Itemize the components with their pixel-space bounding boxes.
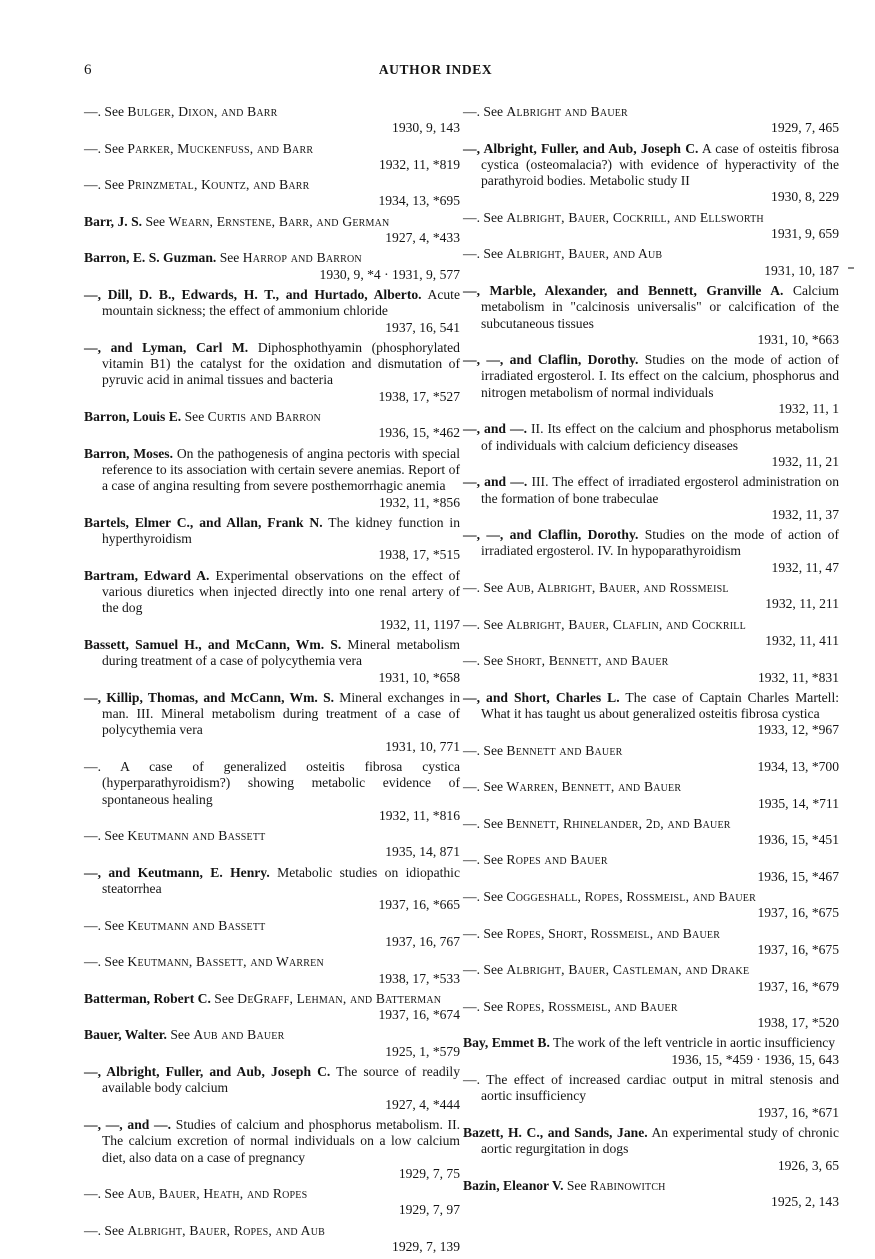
entry-text: —. See — [84, 828, 128, 844]
index-entry — [463, 617, 839, 650]
index-entry — [463, 889, 839, 922]
entry-text: See — [142, 213, 169, 229]
index-entry — [84, 1064, 460, 1113]
index-entry — [84, 340, 460, 405]
entry-text: —. See — [463, 104, 507, 119]
margin-mark — [848, 267, 854, 269]
entry-text: —. See — [463, 998, 507, 1014]
entry-text: —. See — [463, 815, 507, 831]
right-column — [463, 104, 839, 1214]
index-entry — [84, 865, 460, 914]
entry-text: Experimental observations on the effect of various diuretics when injected directly into one renal artery of the dog — [102, 567, 460, 616]
index-entry — [84, 828, 460, 861]
author-name: —, Albright, Fuller, and Aub, Joseph C. — [463, 140, 699, 156]
index-entry — [84, 1117, 460, 1182]
author-name: Bauer, Walter. — [84, 1027, 167, 1043]
volume-reference: 1932, 11, 21 — [771, 453, 839, 469]
entry-text: —. See — [463, 742, 507, 758]
volume-reference: 1927, 4, *444 — [385, 1096, 460, 1112]
entry-text: Mineral exchanges in man. III. Mineral metabolism during treatment of a case of polycythemia vera — [102, 689, 461, 738]
entry-text: —. See — [463, 889, 507, 905]
entry-text: On the pathogenesis of angina pectoris with special reference to its association with certain severe anemias. Report of a case of angina resulting from severe posthemorrhagic anemia — [102, 445, 460, 494]
cross-reference-names: Prinzmetal, Kountz, and Barr — [127, 177, 310, 193]
entry-text: Mineral metabolism during treatment of a case of polycythemia vera — [102, 636, 461, 669]
cross-reference-names: Albright, Bauer, and Aub — [506, 246, 663, 262]
cross-reference-names: Rabinowitch — [589, 1177, 666, 1193]
cross-reference-names: Keutmann, Bassett, and Warren — [127, 954, 324, 970]
entry-text: Studies of calcium and phosphorus metabolism. II. The calcium excretion of normal individuals on a low calcium diet, also data on a case of pregnancy — [102, 1116, 461, 1165]
index-entry — [463, 246, 839, 279]
entry-text: —. See — [463, 925, 507, 941]
index-entry — [84, 141, 460, 174]
entry-text: —. See — [463, 580, 507, 596]
volume-reference: 1936, 15, *459 · 1936, 15, 643 — [671, 1051, 839, 1067]
volume-reference: 1938, 17, *520 — [757, 1015, 839, 1031]
entry-text: —. A case of generalized osteitis fibrosa cystica (hyperparathyroidism?) showing metabolic evidence of spontaneous healing — [84, 758, 460, 807]
entry-text: Studies on the mode of action of irradiated ergosterol. I. Its effect on the calcium, phosphorus and nitrogen metabolism of normal individuals — [481, 352, 839, 400]
volume-reference: 1935, 14, *711 — [757, 795, 839, 811]
index-entry — [463, 690, 839, 739]
entry-text: —. See — [84, 917, 128, 933]
author-name: —, Marble, Alexander, and Bennett, Granville A. — [463, 282, 784, 298]
left-column — [84, 104, 460, 1259]
entry-text: Metabolic studies on idiopathic steatorrhea — [102, 864, 460, 897]
index-entry — [84, 918, 460, 951]
index-entry — [463, 580, 839, 613]
page-number: 6 — [84, 62, 92, 78]
index-entry — [463, 1178, 839, 1211]
index-entry — [463, 852, 839, 885]
volume-reference: 1931, 10, 771 — [385, 738, 460, 754]
index-entry — [463, 816, 839, 849]
volume-reference: 1925, 2, 143 — [771, 1194, 839, 1210]
author-name: —, Killip, Thomas, and McCann, Wm. S. — [84, 689, 335, 705]
index-entry — [463, 141, 839, 206]
volume-reference: 1930, 9, *4 · 1931, 9, 577 — [319, 266, 460, 282]
entry-text: The work of the left ventricle in aortic insufficiency — [549, 1035, 836, 1051]
index-entry — [84, 515, 460, 564]
volume-reference: 1931, 10, 187 — [764, 262, 839, 278]
volume-reference: 1936, 15, *467 — [757, 868, 839, 884]
volume-reference: 1932, 11, *816 — [378, 807, 460, 823]
index-entry — [84, 409, 460, 442]
entry-text: See — [210, 990, 238, 1006]
cross-reference-names: Harrop and Barron — [242, 250, 362, 266]
volume-reference: 1927, 4, *433 — [385, 230, 460, 246]
cross-reference-names: Aub, Albright, Bauer, and Rossmeisl — [506, 580, 729, 596]
volume-reference: 1932, 11, *856 — [378, 494, 460, 510]
entry-text: The source of readily available body calcium — [102, 1064, 460, 1096]
entry-text: —. See — [463, 852, 507, 868]
index-entry — [463, 653, 839, 686]
volume-reference: 1929, 7, 75 — [398, 1165, 460, 1181]
index-entry — [463, 527, 839, 576]
entry-text: See — [216, 250, 243, 266]
author-name: —, and Keutmann, E. Henry. — [84, 864, 270, 880]
volume-reference: 1930, 9, 143 — [392, 120, 460, 136]
author-name: —, —, and Claflin, Dorothy. — [463, 527, 639, 543]
volume-reference: 1937, 16, *665 — [378, 897, 460, 913]
author-name: —, and —. — [463, 421, 527, 437]
author-name: —, Dill, D. B., Edwards, H. T., and Hurtado, Alberto. — [84, 286, 422, 302]
index-entry — [463, 104, 839, 137]
entry-text: —. See — [84, 954, 128, 970]
author-name: Bassett, Samuel H., and McCann, Wm. S. — [84, 636, 342, 652]
entry-text: See — [166, 1027, 194, 1043]
entry-text: II. Its effect on the calcium and phosphorus metabolism of individuals with calcium deficiency diseases — [481, 421, 839, 453]
entry-text: Diphosphothyamin (phosphorylated vitamin B1) the catalyst for the oxidation and dismutation of pyruvic acid in animal tissues and bacteria — [102, 339, 460, 388]
author-name: Barron, Moses. — [84, 445, 173, 461]
index-entry — [84, 991, 460, 1024]
volume-reference: 1932, 11, 37 — [771, 506, 839, 522]
index-entry — [463, 352, 839, 417]
entry-text: The kidney function in hyperthyroidism — [102, 514, 460, 547]
entry-text: —. See — [463, 779, 507, 795]
index-entry — [463, 210, 839, 243]
volume-reference: 1932, 11, *831 — [757, 669, 839, 685]
index-entry — [463, 474, 839, 523]
entry-text: —. See — [463, 246, 507, 262]
cross-reference-names: Bennett and Bauer — [506, 742, 623, 758]
author-name: Barron, Louis E. — [84, 409, 182, 425]
volume-reference: 1925, 1, *579 — [385, 1043, 460, 1059]
index-entry — [463, 283, 839, 348]
volume-reference: 1937, 16, 541 — [385, 319, 460, 335]
page-header — [84, 62, 787, 88]
entry-text: A case of osteitis fibrosa cystica (osteomalacia?) with evidence of hyperactivity of the parathyroid bodies. Metabolic study II — [481, 140, 839, 189]
cross-reference-names: Wearn, Ernstene, Barr, and German — [168, 213, 390, 229]
volume-reference: 1931, 9, 659 — [771, 226, 839, 242]
volume-reference: 1926, 3, 65 — [777, 1157, 839, 1173]
cross-reference-names: Albright, Bauer, Castleman, and Drake — [506, 962, 750, 978]
index-entry — [463, 1072, 839, 1121]
cross-reference-names: Warren, Bennett, and Bauer — [506, 779, 682, 795]
cross-reference-names: Ropes, Rossmeisl, and Bauer — [506, 998, 678, 1014]
entry-text: An experimental study of chronic aortic regurgitation in dogs — [481, 1124, 839, 1157]
cross-reference-names: Bulger, Dixon, and Barr — [127, 104, 278, 119]
author-name: —, —, and Claflin, Dorothy. — [463, 352, 639, 368]
index-entry — [463, 999, 839, 1032]
author-name: Bay, Emmet B. — [463, 1035, 550, 1051]
volume-reference: 1937, 16, *671 — [757, 1104, 839, 1120]
index-entry — [463, 1125, 839, 1174]
index-entry — [463, 1035, 839, 1068]
entry-text: —. See — [84, 177, 128, 193]
index-entry — [84, 177, 460, 210]
volume-reference: 1932, 11, 1197 — [379, 616, 460, 632]
cross-reference-names: Short, Bennett, and Bauer — [506, 653, 669, 669]
index-entry — [463, 962, 839, 995]
author-name: —, Albright, Fuller, and Aub, Joseph C. — [84, 1064, 331, 1080]
volume-reference: 1938, 17, *533 — [378, 970, 460, 986]
author-name: —, and —. — [463, 474, 528, 490]
volume-reference: 1933, 12, *967 — [757, 722, 839, 738]
index-entry — [463, 421, 839, 470]
cross-reference-names: Aub, Bauer, Heath, and Ropes — [127, 1186, 308, 1202]
entry-text: —. See — [463, 616, 507, 632]
entry-text: —. See — [84, 104, 128, 119]
volume-reference: 1932, 11, 411 — [765, 632, 839, 648]
volume-reference: 1937, 16, 767 — [385, 933, 460, 949]
cross-reference-names: Albright, Bauer, Claflin, and Cockrill — [506, 616, 746, 632]
volume-reference: 1935, 14, 871 — [385, 844, 460, 860]
cross-reference-names: Albright, Bauer, Ropes, and Aub — [127, 1222, 325, 1238]
cross-reference-names: Albright, Bauer, Cockrill, and Ellsworth — [506, 209, 764, 225]
volume-reference: 1929, 7, 97 — [398, 1202, 460, 1218]
entry-text: —. See — [84, 140, 128, 156]
entry-text: —. See — [84, 1222, 128, 1238]
volume-reference: 1936, 15, *462 — [378, 425, 460, 441]
entry-text: Calcium metabolism in "calcinosis universalis" or calcification of the subcutaneous tissues — [481, 282, 839, 331]
index-entry — [84, 690, 460, 755]
cross-reference-names: Aub and Bauer — [193, 1027, 285, 1043]
index-entry — [84, 250, 460, 283]
index-entry — [84, 637, 460, 686]
index-entry — [84, 287, 460, 336]
volume-reference: 1931, 10, *658 — [378, 669, 460, 685]
cross-reference-names: Ropes, Short, Rossmeisl, and Bauer — [506, 925, 721, 941]
volume-reference: 1932, 11, 211 — [765, 596, 839, 612]
author-name: —, —, and —. — [84, 1116, 172, 1132]
entry-text: The case of Captain Charles Martell: What it has taught us about generalized osteitis fibrosa cystica — [481, 689, 839, 722]
index-entry — [463, 743, 839, 776]
volume-reference: 1930, 8, 229 — [771, 189, 839, 205]
cross-reference-names: Keutmann and Bassett — [127, 917, 266, 933]
author-name: —, and Short, Charles L. — [463, 689, 620, 705]
author-name: —, and Lyman, Carl M. — [84, 339, 249, 355]
entry-text: —. The effect of increased cardiac output in mitral stenosis and aortic insufficiency — [463, 1072, 839, 1104]
entry-text: —. See — [463, 653, 507, 669]
entry-text: —. See — [463, 209, 507, 225]
cross-reference-names: Coggeshall, Ropes, Rossmeisl, and Bauer — [506, 889, 756, 905]
author-name: Barr, J. S. — [84, 213, 143, 229]
cross-reference-names: Parker, Muckenfuss, and Barr — [127, 140, 314, 156]
cross-reference-names: Keutmann and Bassett — [127, 828, 266, 844]
volume-reference: 1938, 17, *515 — [378, 547, 460, 563]
volume-reference: 1937, 16, *675 — [757, 905, 839, 921]
volume-reference: 1934, 13, *700 — [757, 758, 839, 774]
cross-reference-names: DeGraff, Lehman, and Batterman — [237, 990, 442, 1006]
volume-reference: 1932, 11, *819 — [378, 156, 460, 172]
cross-reference-names: Curtis and Barron — [207, 409, 321, 425]
index-entry — [463, 926, 839, 959]
cross-reference-names: Ropes and Bauer — [506, 852, 608, 868]
entry-text: —. See — [463, 962, 507, 978]
author-name: Bazin, Eleanor V. — [463, 1177, 564, 1193]
cross-reference-names: Albright and Bauer — [506, 104, 628, 119]
volume-reference: 1934, 13, *695 — [378, 193, 460, 209]
author-name: Bartels, Elmer C., and Allan, Frank N. — [84, 514, 323, 530]
volume-reference: 1938, 17, *527 — [378, 388, 460, 404]
index-entry — [84, 568, 460, 633]
volume-reference: 1936, 15, *451 — [757, 832, 839, 848]
author-name: Batterman, Robert C. — [84, 990, 211, 1006]
entry-text: Studies on the mode of action of irradiated ergosterol. IV. In hypoparathyroidism — [481, 527, 839, 559]
volume-reference: 1937, 16, *675 — [757, 941, 839, 957]
index-entry — [84, 446, 460, 511]
volume-reference: 1937, 16, *679 — [757, 978, 839, 994]
volume-reference: 1929, 7, 139 — [392, 1239, 460, 1254]
index-entry — [84, 954, 460, 987]
volume-reference: 1932, 11, 1 — [778, 401, 839, 417]
index-entry — [84, 1186, 460, 1219]
index-entry — [84, 1027, 460, 1060]
index-entry — [84, 214, 460, 247]
volume-reference: 1929, 7, 465 — [771, 120, 839, 136]
entry-text: III. The effect of irradiated ergosterol administration on the formation of bone trabeculae — [481, 474, 840, 506]
entry-text: See — [181, 409, 208, 425]
author-name: Bartram, Edward A. — [84, 567, 210, 583]
index-entry — [463, 779, 839, 812]
entry-text: —. See — [84, 1186, 128, 1202]
volume-reference: 1931, 10, *663 — [757, 331, 839, 347]
author-name: Barron, E. S. Guzman. — [84, 250, 217, 266]
index-entry — [84, 104, 460, 137]
running-title: AUTHOR INDEX — [378, 62, 493, 77]
index-entry — [84, 759, 460, 824]
author-name: Bazett, H. C., and Sands, Jane. — [463, 1124, 648, 1140]
entry-text: See — [563, 1177, 590, 1193]
index-entry — [84, 1223, 460, 1256]
volume-reference: 1937, 16, *674 — [378, 1007, 460, 1023]
entry-text: Acute mountain sickness; the effect of ammonium chloride — [102, 286, 460, 319]
cross-reference-names: Bennett, Rhinelander, 2d, and Bauer — [506, 815, 731, 831]
volume-reference: 1932, 11, 47 — [771, 559, 839, 575]
